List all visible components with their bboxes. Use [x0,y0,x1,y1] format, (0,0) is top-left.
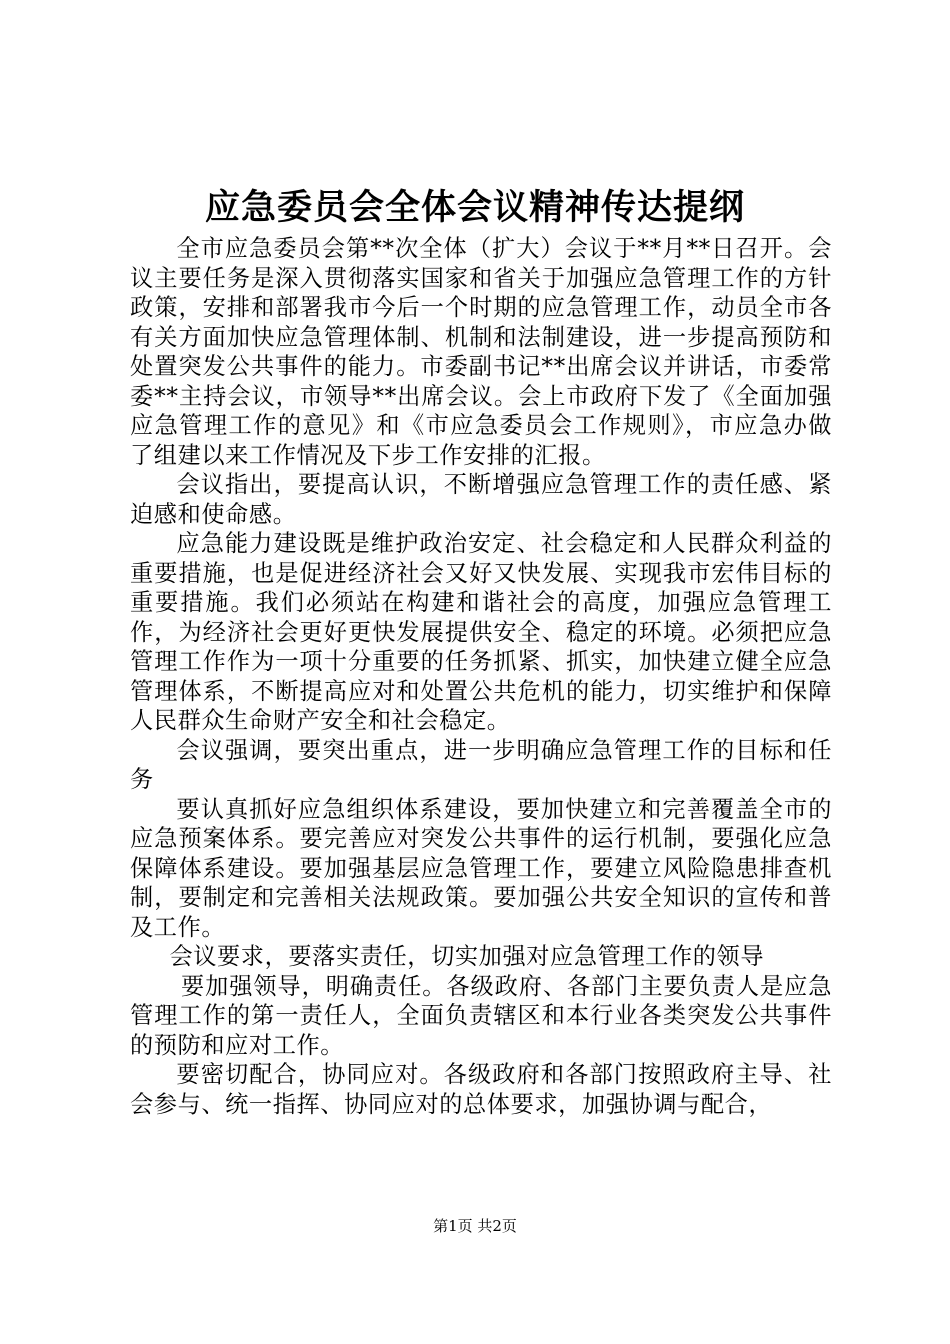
paragraph-meeting-overview: 全市应急委员会第**次全体（扩大）会议于**月**日召开。会议主要任务是深入贯彻落实国家和省关于加强应急管理工作的方针政策，安排和部署我市今后一个时期的应急管理工作，动员全市各有关方面加快应急管理体制、机制和法制建设，进一步提高预防和处置突发公共事件的能力。市委副书记**出席会议并讲话，市委常委**主持会议，市领导**出席会议。会上市政府下发了《全面加强应急管理工作的意见》和《市应急委员会工作规则》，市应急办做了组建以来工作情况及下步工作安排的汇报。 [130,235,832,469]
paragraph-close-cooperation: 要密切配合，协同应对。各级政府和各部门按照政府主导、社会参与、统一指挥、协同应对的总体要求，加强协调与配合， [130,1061,832,1118]
document-body [130,234,832,1119]
paragraph-capability-building: 应急能力建设既是维护政治安定、社会稳定和人民群众利益的重要措施，也是促进经济社会又好又快发展、实现我市宏伟目标的重要措施。我们必须站在构建和谐社会的高度，加强应急管理工作，为经济社会更好更快发展提供安全、稳定的环境。必须把应急管理工作作为一项十分重要的任务抓紧、抓实，加快建立健全应急管理体系，不断提高应对和处置公共危机的能力，切实维护和保障人民群众生命财产安全和社会稳定。 [130,530,832,734]
paragraph-strengthen-leadership: 要加强领导，明确责任。各级政府、各部门主要负责人是应急管理工作的第一责任人，全面负责辖区和本行业各类突发公共事件的预防和应对工作。 [130,972,832,1059]
paragraph-implement-responsibility: 会议要求，要落实责任，切实加强对应急管理工作的领导 [169,943,765,970]
paragraph-raise-awareness: 会议指出，要提高认识，不断增强应急管理工作的责任感、紧迫感和使命感。 [130,471,832,528]
paragraph-system-building: 要认真抓好应急组织体系建设，要加快建立和完善覆盖全市的应急预案体系。要完善应对突发公共事件的运行机制，要强化应急保障体系建设。要加强基层应急管理工作，要建立风险隐患排查机制，要制定和完善相关法规政策。要加强公共安全知识的宣传和普及工作。 [130,795,832,941]
document-title: 应急委员会全体会议精神传达提纲 [204,188,745,228]
paragraph-highlight-priorities: 会议强调，要突出重点，进一步明确应急管理工作的目标和任务 [130,736,832,793]
page-footer: 第1页 共2页 [433,1217,517,1235]
